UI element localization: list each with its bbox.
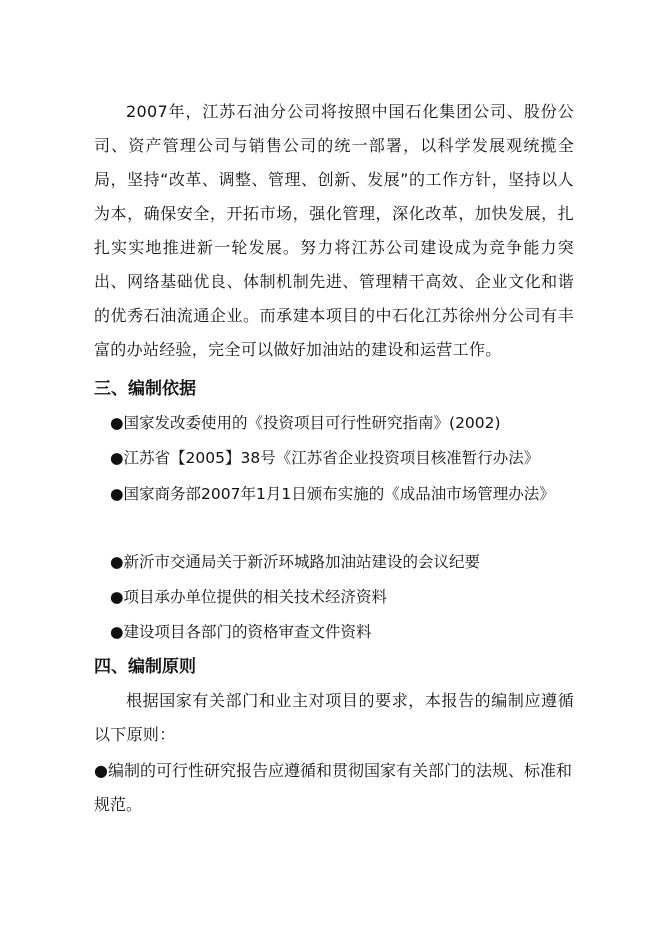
principle-item-1: ●编制的可行性研究报告应遵循和贯彻国家有关部门的法规、标准和规范。 — [94, 761, 572, 814]
basis-item-2: ●江苏省【2005】38号《江苏省企业投资项目核准暂行办法》 — [110, 449, 540, 467]
basis-item-4: ●新沂市交通局关于新沂环城路加油站建设的会议纪要 — [110, 553, 481, 571]
section-4-intro: 根据国家有关部门和业主对项目的要求，本报告的编制应遵循以下原则： — [94, 691, 574, 744]
basis-item-1: ●国家发改委使用的《投资项目可行性研究指南》(2002) — [110, 414, 501, 432]
section-3-heading: 三、编制依据 — [94, 379, 196, 399]
basis-item-5: ●项目承办单位提供的相关技术经济资料 — [110, 588, 388, 606]
intro-paragraph: 2007年，江苏石油分公司将按照中国石化集团公司、股份公司、资产管理公司与销售公司的统一部署，以科学发展观统揽全局，坚持“改革、调整、管理、创新、发展”的工作方针，坚持以人为本，确保安全，开拓市场，强化管理，深化改革，加快发展，扎扎实实地推进新一轮发展。努力将江苏公司建设成为竞争能力突出、网络基础优良、体制机制先进、管理精干高效、企业文化和谐的优秀石油流通企业。而承建本项目的中石化江苏徐州分公司有丰富的办站经验，完全可以做好加油站的建设和运营工作。 — [94, 102, 574, 359]
basis-item-6: ●建设项目各部门的资格审查文件资料 — [110, 623, 372, 641]
section-4-heading: 四、编制原则 — [94, 657, 196, 677]
basis-item-3: ●国家商务部2007年1月1日颁布实施的《成品油市场管理办法》 — [110, 485, 555, 503]
